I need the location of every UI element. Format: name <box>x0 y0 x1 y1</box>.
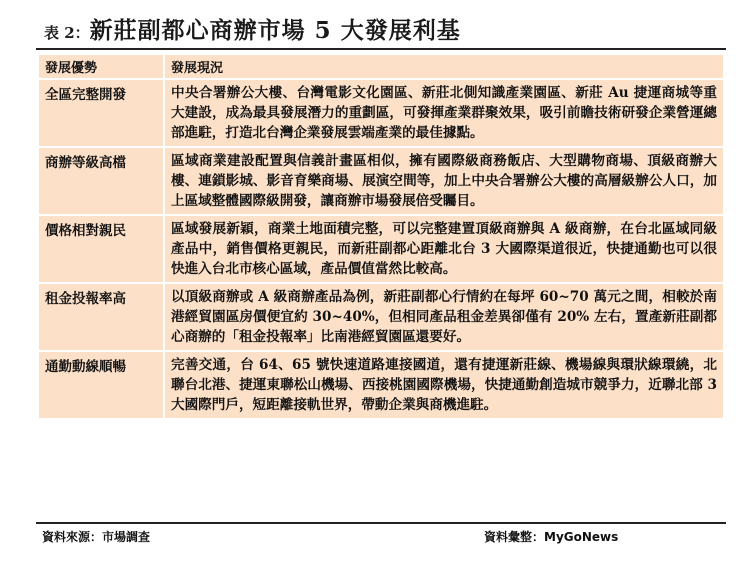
table-row <box>38 351 724 419</box>
advantages-table <box>37 53 725 420</box>
row-text: 區域商業建設配置與信義計畫區相似，擁有國際級商務飯店、大型購物商場、頂級商辦大樓、連鎖影城、影音育樂商場、展演空間等，加上中央合署辦公大樓的高層級辦公人口，加上區域整體國際級開發，讓商辦市場發展倍受矚目。 <box>164 147 724 215</box>
header-status: 發展現況 <box>164 54 724 79</box>
table-number: 表 2： <box>44 24 90 42</box>
row-label: 全區完整開發 <box>38 79 164 147</box>
header-advantage: 發展優勢 <box>38 54 164 79</box>
row-text: 中央合署辦公大樓、台灣電影文化園區、新莊北側知識產業園區、新莊 Au 捷運商城等重大建設，成為最具發展潛力的重劃區，可發揮產業群聚效果，吸引前瞻技術研發企業營運總部進駐，打造北台灣企業發展雲端產業的最佳據點。 <box>164 79 724 147</box>
top-rule <box>36 48 726 50</box>
row-label: 通勤動線順暢 <box>38 351 164 419</box>
table-row <box>38 215 724 283</box>
table-title <box>44 12 461 45</box>
table-row <box>38 283 724 351</box>
table-row <box>38 79 724 147</box>
table-row <box>38 147 724 215</box>
row-label: 商辦等級高檔 <box>38 147 164 215</box>
row-label: 租金投報率高 <box>38 283 164 351</box>
row-label: 價格相對親民 <box>38 215 164 283</box>
source-note: 資料來源：市場調查 <box>42 530 151 544</box>
table-title-text: 新莊副都心商辦市場 5 大發展利基 <box>89 17 461 44</box>
row-text: 完善交通，台 64、65 號快速道路連接國道，還有捷運新莊線、機場線與環狀線環繞，北聯台北港、捷運東聯松山機場、西接桃園國際機場，快捷通勤創造城市競爭力，近聯北部 3 大國際門戶，短距離接軌世界，帶動企業與商機進駐。 <box>164 351 724 419</box>
header-row <box>38 54 724 79</box>
row-text: 區域發展新穎，商業土地面積完整，可以完整建置頂級商辦與 A 級商辦，在台北區域同級產品中，銷售價格更親民，而新莊副都心距離北台 3 大國際渠道很近，快捷通勤也可以很快進入台北市核心區域，產品價值當然比較高。 <box>164 215 724 283</box>
bottom-rule <box>36 522 726 524</box>
compiled-note: 資料彙整：MyGoNews <box>484 530 619 544</box>
row-text: 以頂級商辦或 A 級商辦產品為例，新莊副都心行情約在每坪 60~70 萬元之間，相較於南港經貿園區房價便宜約 30~40%，但相同產品租金差異卻僅有 20% 左右，置產新莊副都心商辦的「租金投報率」比南港經貿園區還要好。 <box>164 283 724 351</box>
